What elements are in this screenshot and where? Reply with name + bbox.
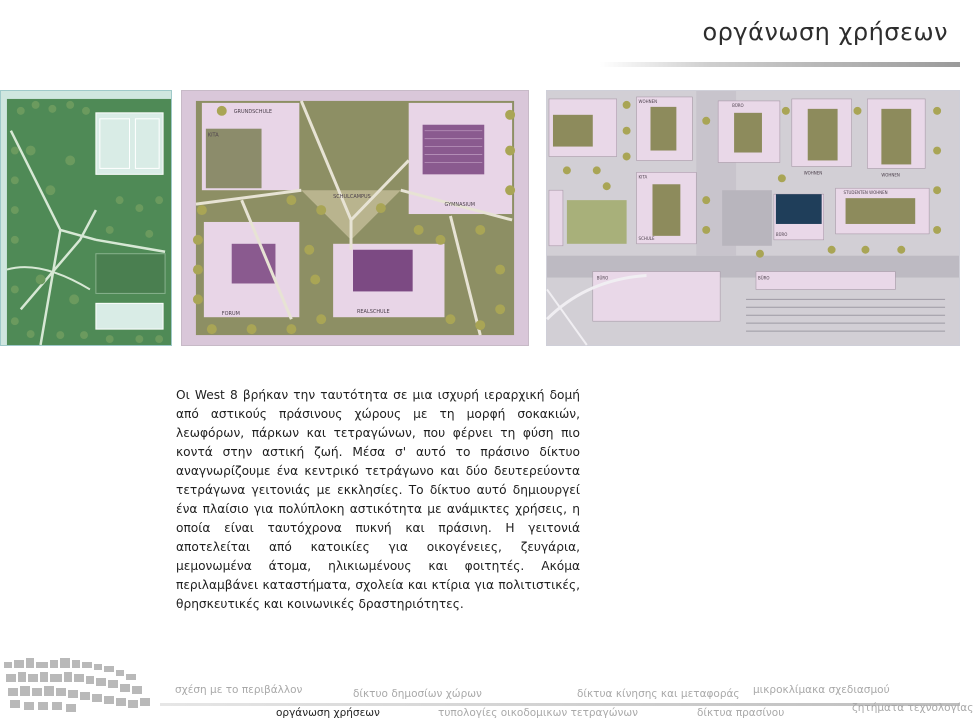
page-title: οργάνωση χρήσεων — [702, 18, 948, 46]
nav-link-green-networks[interactable]: δίκτυα πρασίνου — [697, 707, 785, 719]
label-schulcampus: SCHULCAMPUS — [333, 194, 371, 201]
label-schule: SCHULE — [638, 235, 655, 241]
label-kita: KITA — [207, 132, 219, 139]
description-text: Οι West 8 βρήκαν την ταυτότητα σε μια ισχυρή ιεραρχική δομή από αστικούς πράσινους χώρους με τη μορφή σοκακιών, λεωφόρων, πάρκων και τετραγώνων, που φέρνει τη φύση πιο κοντά στην αστική ζωή. Μέσα σ' αυτό το πράσινο δίκτυο αναγνωρίζουμε ένα κεντρικό τετράγωνο και δύο δευτερεύοντα τετράγωνα γειτονιάς με εκκλησίες. Το δίκτυο αυτό δημιουργεί ένα πλαίσιο για πολύπλοκη αστικότητα με ανάμικτες χρήσεις, η οποία είναι ταυτόχρονα πυκνή και πράσινη. Η γειτονιά αποτελείται από κατοικίες για οικογένειες, ζευγάρια, μεμονωμένα άτομα, ηλικιωμένους και φοιτητές. Ακόμα περιλαμβάνει καταστήματα, σχολεία και κτίρια για πολιτιστικές, θρησκευτικές και κοινωνικές δραστηριότητες. — [176, 388, 580, 611]
nav-link-land-use[interactable]: οργάνωση χρήσεων — [276, 707, 380, 719]
label-wohnen-2: WOHNEN — [803, 170, 823, 176]
nav-link-mobility[interactable]: δίκτυα κίνησης και μεταφοράς — [577, 688, 740, 700]
school-campus-plan — [181, 90, 529, 346]
label-kita: KITA — [638, 174, 648, 180]
label-realschule: REALSCHULE — [356, 309, 390, 316]
nav-link-microscale[interactable]: μικροκλίμακα σχεδιασμού — [753, 684, 890, 696]
title-underline — [600, 62, 960, 67]
footer-divider — [160, 703, 960, 706]
label-buero-2: BÜRO — [775, 231, 788, 237]
nav-link-public-spaces[interactable]: δίκτυο δημοσίων χώρων — [353, 688, 482, 700]
label-wohnen-1: WOHNEN — [638, 98, 658, 104]
nav-link-block-typologies[interactable]: τυπολογίες οικοδομικων τετραγώνων — [438, 707, 639, 719]
label-wohnen-3: WOHNEN — [881, 172, 900, 178]
nav-link-environment[interactable]: σχέση με το περιβάλλον — [175, 684, 303, 696]
label-grundschule: GRUNDSCHULE — [233, 108, 273, 115]
label-forum: FORUM — [221, 311, 240, 318]
park-site-plan — [0, 90, 172, 346]
mixed-use-blocks-plan — [546, 90, 960, 346]
footer-navigation — [0, 645, 973, 720]
label-buero-1: BÜRO — [732, 102, 744, 108]
label-gymnasium: GYMNASIUM — [444, 202, 476, 209]
label-studenten-wohnen: STUDENTEN WOHNEN — [843, 190, 888, 196]
footer-thumbnail — [0, 654, 170, 714]
nav-link-technology[interactable]: ζητήματα τεχνολογίας — [852, 702, 973, 714]
label-buero-3: BÜRO — [596, 275, 609, 281]
label-buero-4: BÜRO — [757, 275, 770, 281]
